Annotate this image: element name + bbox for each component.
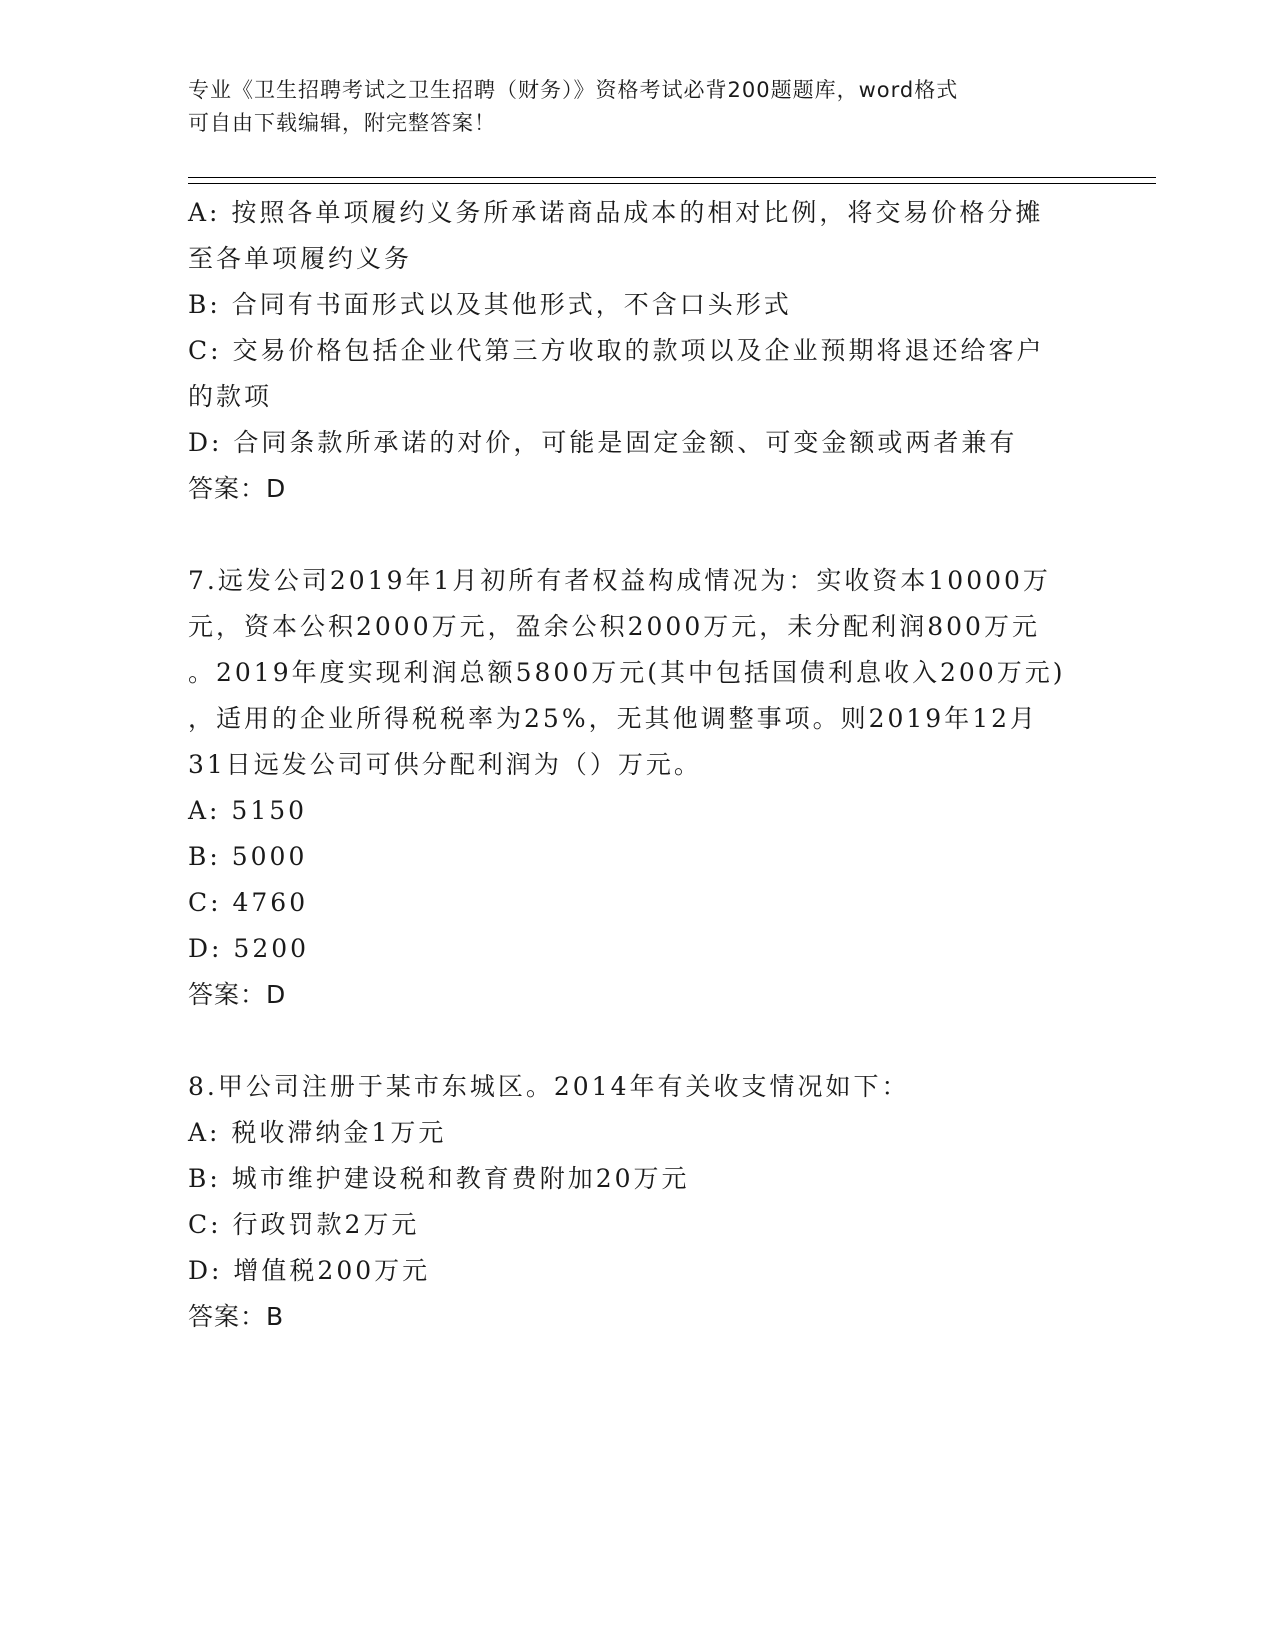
q6-option-a-line-1: A: 按照各单项履约义务所承诺商品成本的相对比例，将交易价格分摊 <box>188 198 1044 227</box>
q7-option-d: D: 5200 <box>188 934 310 963</box>
q7-stem-line-2: 元，资本公积2000万元，盈余公积2000万元，未分配利润800万元 <box>188 612 1040 641</box>
q8-option-b: B: 城市维护建设税和教育费附加20万元 <box>188 1164 690 1193</box>
header-divider-bottom <box>188 183 1156 184</box>
q8-option-d: D: 增值税200万元 <box>188 1256 431 1285</box>
header-divider-top <box>188 177 1156 178</box>
q6-answer: 答案：D <box>188 474 287 503</box>
q8-stem: 8.甲公司注册于某市东城区。2014年有关收支情况如下： <box>188 1072 910 1101</box>
q7-stem-line-3: 。2019年度实现利润总额5800万元(其中包括国债利息收入200万元) <box>188 658 1066 687</box>
q6-option-c-line-2: 的款项 <box>188 382 273 411</box>
spacer <box>188 512 1088 558</box>
question-8-block <box>188 1064 1088 1340</box>
spacer <box>188 1018 1088 1064</box>
q7-answer: 答案：D <box>188 980 287 1009</box>
q6-option-c-line-1: C: 交易价格包括企业代第三方收取的款项以及企业预期将退还给客户 <box>188 336 1045 365</box>
header-line-1: 专业《卫生招聘考试之卫生招聘（财务）》资格考试必背200题题库，word格式 <box>188 78 959 102</box>
q8-option-a: A: 税收滞纳金1万元 <box>188 1118 447 1147</box>
q6-option-a-line-2: 至各单项履约义务 <box>188 244 413 273</box>
question-7-block <box>188 558 1088 1018</box>
q7-option-c: C: 4760 <box>188 888 309 917</box>
header-line-2: 可自由下载编辑，附完整答案！ <box>188 111 496 135</box>
q7-stem-line-5: 31日远发公司可供分配利润为（）万元。 <box>188 750 702 779</box>
q7-stem-line-4: ，适用的企业所得税税率为25%，无其他调整事项。则2019年12月 <box>188 704 1039 733</box>
question-6-block <box>188 190 1088 512</box>
document-header <box>188 74 1068 140</box>
q7-option-a: A: 5150 <box>188 796 308 825</box>
q6-option-d: D: 合同条款所承诺的对价，可能是固定金额、可变金额或两者兼有 <box>188 428 1018 457</box>
q8-answer: 答案：B <box>188 1302 285 1331</box>
q7-stem-line-1: 7.远发公司2019年1月初所有者权益构成情况为：实收资本10000万 <box>188 566 1051 595</box>
q8-option-c: C: 行政罚款2万元 <box>188 1210 420 1239</box>
q6-option-b: B: 合同有书面形式以及其他形式，不含口头形式 <box>188 290 792 319</box>
q7-option-b: B: 5000 <box>188 842 308 871</box>
question-content <box>188 190 1088 1340</box>
